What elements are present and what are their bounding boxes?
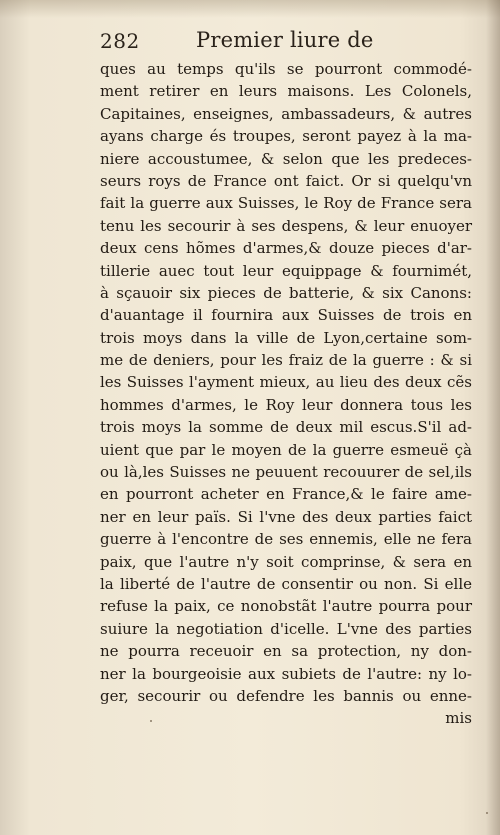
text-line: fait la guerre aux Suisses, le Roy de France sera [100, 194, 472, 213]
text-line: la liberté de l'autre de consentir ou non. Si elle [100, 574, 472, 593]
text-line: tillerie auec tout leur equippage & fournimét, [100, 261, 472, 280]
text-line: seurs roys de France ont faict. Or si quelqu'vn [100, 171, 472, 190]
text-line: ayans charge és troupes, seront payez à la ma- [100, 127, 472, 146]
text-line: suiure la negotiation d'icelle. L'vne des parties [100, 619, 472, 638]
paper-speck [150, 720, 152, 722]
text-line: hommes d'armes, le Roy leur donnera tous les [100, 395, 472, 414]
text-line: à sçauoir six pieces de batterie, & six Canons: [100, 283, 472, 302]
text-line: paix, que l'autre n'y soit comprinse, & sera en [100, 552, 472, 571]
text-line: les Suisses l'ayment mieux, au lieu des deux cẽs [100, 373, 472, 392]
text-line: ne pourra receuoir en sa protection, ny don- [100, 642, 472, 661]
text-line: ment retirer en leurs maisons. Les Colonels, [100, 82, 472, 101]
page-gutter-shadow [486, 0, 500, 835]
text-line: mis [445, 709, 472, 728]
page-header [100, 26, 440, 56]
text-line: refuse la paix, ce nonobstãt l'autre pourra pour [100, 597, 472, 616]
paper-speck [486, 812, 488, 814]
text-line: trois moys dans la ville de Lyon,certaine som- [100, 328, 472, 347]
body-text [100, 58, 472, 730]
page-number: 282 [100, 29, 140, 53]
text-line: ger, secourir ou defendre les bannis ou enne- [100, 686, 472, 705]
text-line: tenu les secourir à ses despens, & leur enuoyer [100, 216, 472, 235]
text-line: me de deniers, pour les fraiz de la guerre : & si [100, 351, 472, 370]
text-line: niere accoustumee, & selon que les predeces- [100, 149, 472, 168]
text-line: guerre à l'encontre de ses ennemis, elle ne fera [100, 530, 472, 549]
page-top-edge [0, 0, 500, 18]
text-line: uient que par le moyen de la guerre esmeuë çà [100, 440, 472, 459]
text-line: ou là,les Suisses ne peuuent recouurer de sel,ils [100, 463, 472, 482]
text-line: ner en leur païs. Si l'vne des deux parties faict [100, 507, 472, 526]
text-line: d'auantage il fournira aux Suisses de trois en [100, 306, 472, 325]
text-line: en pourront acheter en France,& le faire ame- [100, 485, 472, 504]
text-line: ques au temps qu'ils se pourront commodé- [100, 60, 472, 78]
running-head: Premier liure de [196, 28, 374, 52]
text-line: ner la bourgeoisie aux subiets de l'autre: ny lo- [100, 664, 472, 683]
text-line: trois moys la somme de deux mil escus.S'il ad- [100, 418, 472, 437]
text-line: deux cens hõmes d'armes,& douze pieces d'ar- [100, 239, 472, 258]
text-line: Capitaines, enseignes, ambassadeurs, & autres [100, 104, 472, 123]
